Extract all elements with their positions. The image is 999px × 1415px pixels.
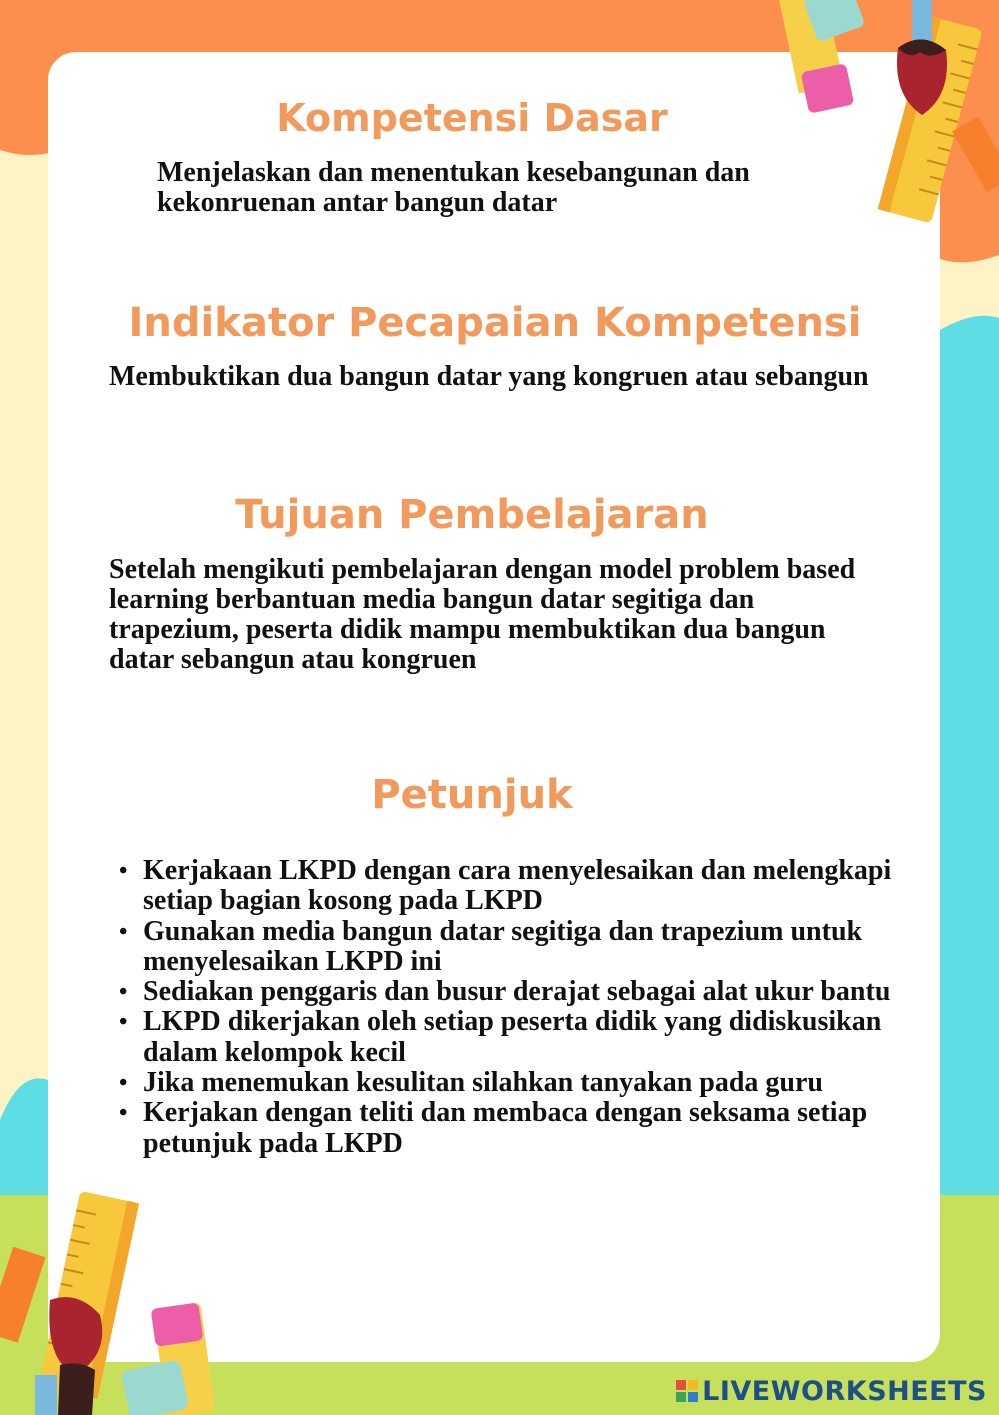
tujuan-text (109, 555, 939, 675)
crayon-icon (0, 1247, 46, 1343)
liveworksheets-logo[interactable] (676, 1376, 987, 1406)
tujuan-line-1: Setelah mengikuti pembelajaran dengan model problem based (109, 554, 856, 585)
list-item: • Kerjakaan LKPD dengan cara menyelesaikan dan melengkapi setiap bagian kosong pada LKPD (110, 856, 900, 917)
list-item: • Kerjakan dengan teliti dan membaca dengan seksama setiap petunjuk pada LKPD (110, 1098, 900, 1159)
stationery-bottom-left-illustration (0, 1190, 250, 1415)
paintbrush-icon (35, 1297, 102, 1415)
kd-line-2: kekonruenan antar bangun datar (157, 187, 558, 218)
list-item: • Gunakan media bangun datar segitiga dan trapezium untuk menyelesaikan LKPD ini (110, 917, 900, 978)
brand-name: LIVEWORKSHEETS (702, 1375, 987, 1407)
list-item: • Jika menemukan kesulitan silahkan tanyakan pada guru (110, 1068, 900, 1098)
tujuan-line-2: learning berbantuan media bangun datar segitiga dan (109, 584, 755, 615)
kd-line-1: Menjelaskan dan menentukan kesebangunan dan (157, 157, 750, 188)
crayon-icon (952, 117, 999, 193)
eraser-icon (120, 1359, 189, 1415)
kd-text (157, 158, 857, 218)
liveworksheets-logo-icon (676, 1380, 698, 1402)
list-item: • LKPD dikerjakan oleh setiap peserta didik yang didiskusikan dalam kelompok kecil (110, 1007, 900, 1068)
tujuan-title: Tujuan Pembelajaran (235, 492, 709, 538)
ipk-line-1: Membuktikan dua bangun datar yang kongruen atau sebangun (109, 361, 869, 392)
petunjuk-list (110, 856, 900, 1159)
ipk-text (109, 362, 939, 392)
kd-title: Kompetensi Dasar (276, 96, 668, 140)
petunjuk-title: Petunjuk (371, 772, 573, 818)
tujuan-line-3: trapezium, peserta didik mampu membuktikan dua bangun (109, 614, 826, 645)
tujuan-line-4: datar sebangun atau kongruen (109, 644, 477, 675)
list-item: • Sediakan penggaris dan busur derajat sebagai alat ukur bantu (110, 977, 900, 1007)
ipk-title: Indikator Pecapaian Kompetensi (128, 300, 862, 346)
